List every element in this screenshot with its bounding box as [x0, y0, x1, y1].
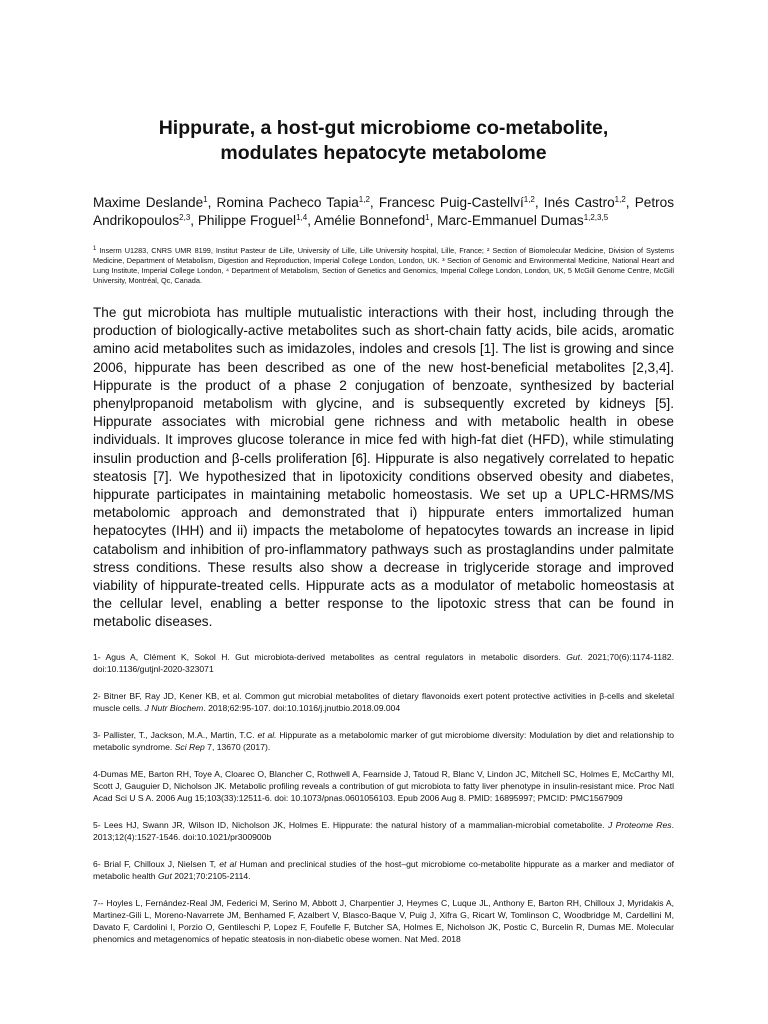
reference-list — [93, 651, 674, 945]
author — [544, 195, 626, 210]
reference-item — [93, 897, 674, 945]
reference-text: 7, 13670 (2017). — [204, 741, 271, 752]
reference-item — [93, 729, 674, 753]
author-name: Marc-Emmanuel Dumas — [437, 213, 584, 228]
journal-name: Gut — [157, 870, 172, 881]
journal-name: Gut — [566, 651, 581, 662]
title-line-1: Hippurate, a host-gut microbiome co-metabolite, — [158, 117, 609, 139]
reference-text: Hippurate as a metabolomic marker of gut microbiome diversity: Modulation by diet and relationship to metabolic syndrome. — [93, 729, 674, 752]
reference-item — [93, 651, 674, 675]
journal-name: J Proteome Res — [607, 819, 672, 830]
affiliation-text: Inserm U1283, CNRS UMR 8199, Institut Pasteur de Lille, University of Lille, Lille University hospital, Lille, France; ² Section of Biomolecular Medicine, Division of Systems Medicine, Department of Metabolism, Digestion and Reproduction, Imperial College London, London, UK. ³ Section of Genomic and Environmental Medicine, National Heart and Lung Institute, Imperial College London, ⁴ Department of Metabolism, Section of Genetics and Genomics, Imperial College London, London, UK, 5 McGill Genome Centre, McGill University, Montréal, Qc, Canada. — [93, 246, 674, 285]
author-name: Philippe Froguel — [197, 213, 297, 228]
author-name: Petros Andrikopoulos — [93, 195, 675, 228]
reference-text: . 2018;62:95-107. doi:10.1016/j.jnutbio.2018.09.004 — [203, 702, 401, 713]
affiliation-marker: 1 — [93, 246, 97, 252]
author-affiliation-marker: 1 — [203, 195, 208, 204]
affiliations — [93, 246, 674, 286]
reference-text: 4-Dumas ME, Barton RH, Toye A, Cloarec O, Blancher C, Rothwell A, Fearnside J, Tatoud R, Blanc V, Lindon JC, Mitchell SC, Holmes E, McCarthy MI, Scott J, Gauguier D, Nicholson JK. Metabolic profiling reveals a contribution of gut microbiota to fatty liver phenotype in insulin-resistant mice. Proc Natl Acad Sci U S A. 2006 Aug 15;103(33):12511-6. doi: 10.1073/pnas.0601056103. Epub 2006 Aug 8. PMID: 16895997; PMCID: PMC1567909 — [93, 768, 674, 803]
reference-text: 2021;70:2105-2114. — [171, 870, 251, 881]
author-affiliation-marker: 2,3 — [179, 213, 191, 222]
journal-name: Sci Rep — [174, 741, 205, 752]
reference-text: 6- Brial F, Chilloux J, Nielsen T, — [93, 858, 220, 869]
reference-text: Human and preclinical studies of the host–gut microbiome co-metabolite hippurate as a marker and mediator of metabolic health — [93, 858, 674, 881]
author-affiliation-marker: 1,2 — [614, 195, 626, 204]
author — [437, 213, 608, 228]
reference-text: 5- Lees HJ, Swann JR, Wilson ID, Nicholson JK, Holmes E. Hippurate: the natural history of a mammalian-microbial cometabolite. — [93, 819, 608, 830]
author — [217, 195, 370, 210]
title-line-2: modulates hepatocyte metabolome — [220, 142, 547, 164]
author-affiliation-marker: 1,2,3,5 — [583, 213, 609, 222]
author — [93, 195, 208, 210]
reference-text: 7-- Hoyles L, Fernández-Real JM, Federici M, Serino M, Abbott J, Charpentier J, Heymes C, Luque JL, Anthony E, Barton RH, Chilloux J, Myridakis A, Martinez-Gili L, Moreno-Navarrete JM, Benhamed F, Azalbert V, Blasco-Baque V, Puig J, Xifra G, Ricart W, Tomlinson C, Woodbridge M, Cardellini M, Davato F, Cardolini I, Porzio O, Gentileschi P, Lopez F, Foufelle F, Butcher SA, Holmes E, Nicholson JK, Postic C, Burcelin R, Dumas ME. Molecular phenomics and metagenomics of hepatic steatosis in non-diabetic obese women. Nat Med. 2018 — [93, 897, 674, 944]
reference-item — [93, 690, 674, 714]
reference-item — [93, 858, 674, 882]
reference-text: 1- Agus A, Clément K, Sokol H. Gut microbiota-derived metabolites as central regulators in metabolic disorders. — [93, 651, 567, 662]
reference-text: 2- Bitner BF, Ray JD, Kener KB, et al. Common gut microbial metabolites of dietary flavonoids exert potent protective activities in β-cells and skeletal muscle cells. — [93, 690, 674, 713]
author — [198, 213, 307, 228]
abstract: The gut microbiota has multiple mutualistic interactions with their host, including through the production of biologically-active metabolites such as short-chain fatty acids, bile acids, aromatic amino acid metabolites such as imidazoles, indoles and cresols [1]. The list is growing and since 2006, hippurate has been described as one of the new host-beneficial metabolites [2,3,4]. Hippurate is the product of a phase 2 conjugation of benzoate, synthesized by bacterial phenylpropanoid metabolism with glycine, and is subsequently excreted by kidneys [5]. Hippurate associates with microbial gene richness and with metabolic health in obese individuals. It improves glucose tolerance in mice fed with high-fat diet (HFD), while stimulating insulin production and β-cells proliferation [6]. Hippurate is also negatively correlated to hepatic steatosis [7]. We hypothesized that in lipotoxicity conditions observed obesity and diabetes, hippurate participates in maintaining metabolic homeostasis. We set up a UPLC-HRMS/MS metabolomic approach and demonstrated that i) hippurate enters immortalized human hepatocytes (IHH) and ii) impacts the metabolome of hepatocytes towards an increase in lipid catabolism and inhibition of pro-inflammatory pathways such as prostaglandins under palmitate stress conditions. These results also show a decrease in triglyceride storage and improved viability of hippurate-treated cells. Hippurate acts as a modulator of metabolic homeostasis at the cellular level, enabling a better response to the lipotoxic stress that can be found in metabolic diseases. — [93, 305, 674, 630]
author-name: Amélie Bonnefond — [314, 213, 426, 228]
paper-page — [93, 116, 674, 960]
reference-item — [93, 819, 674, 843]
author-list: Maxime Deslande$^1$, Romina Pacheco Tapia$^{1,2}$, Francesc Puig-Castellví$^{1,2}$, Inés Castro$^{1,2}$, Petros Andrikopoulos$^{2,3}$, Philippe Froguel$^{1,4}$, Amélie Bonnefond$^1$, Marc-Emmanuel Dumas$^{1,2,3,5}$ — [93, 195, 675, 228]
author-affiliation-marker: 1 — [425, 213, 430, 222]
author-affiliation-marker: 1,2 — [523, 195, 535, 204]
et-al: et al — [219, 858, 237, 869]
author-name: Inés Castro — [543, 195, 615, 210]
author-affiliation-marker: 1,2 — [358, 195, 370, 204]
reference-item — [93, 768, 674, 804]
author-name: Francesc Puig-Castellví — [378, 195, 524, 210]
author-name: Romina Pacheco Tapia — [216, 195, 359, 210]
author — [314, 213, 430, 228]
reference-text: . 2021;70(6):1174-1182. doi:10.1136/gutjnl-2020-323071 — [93, 651, 674, 674]
reference-text: 3- Pallister, T., Jackson, M.A., Martin, T.C. — [93, 729, 258, 740]
author-affiliation-marker: 1,4 — [296, 213, 308, 222]
reference-text: . 2013;12(4):1527-1546. doi:10.1021/pr300900b — [93, 819, 674, 842]
journal-name: J Nutr Biochem — [144, 702, 204, 713]
et-al: et al. — [257, 729, 277, 740]
author-name: Maxime Deslande — [93, 195, 204, 210]
author — [379, 195, 535, 210]
paper-title — [93, 116, 674, 166]
